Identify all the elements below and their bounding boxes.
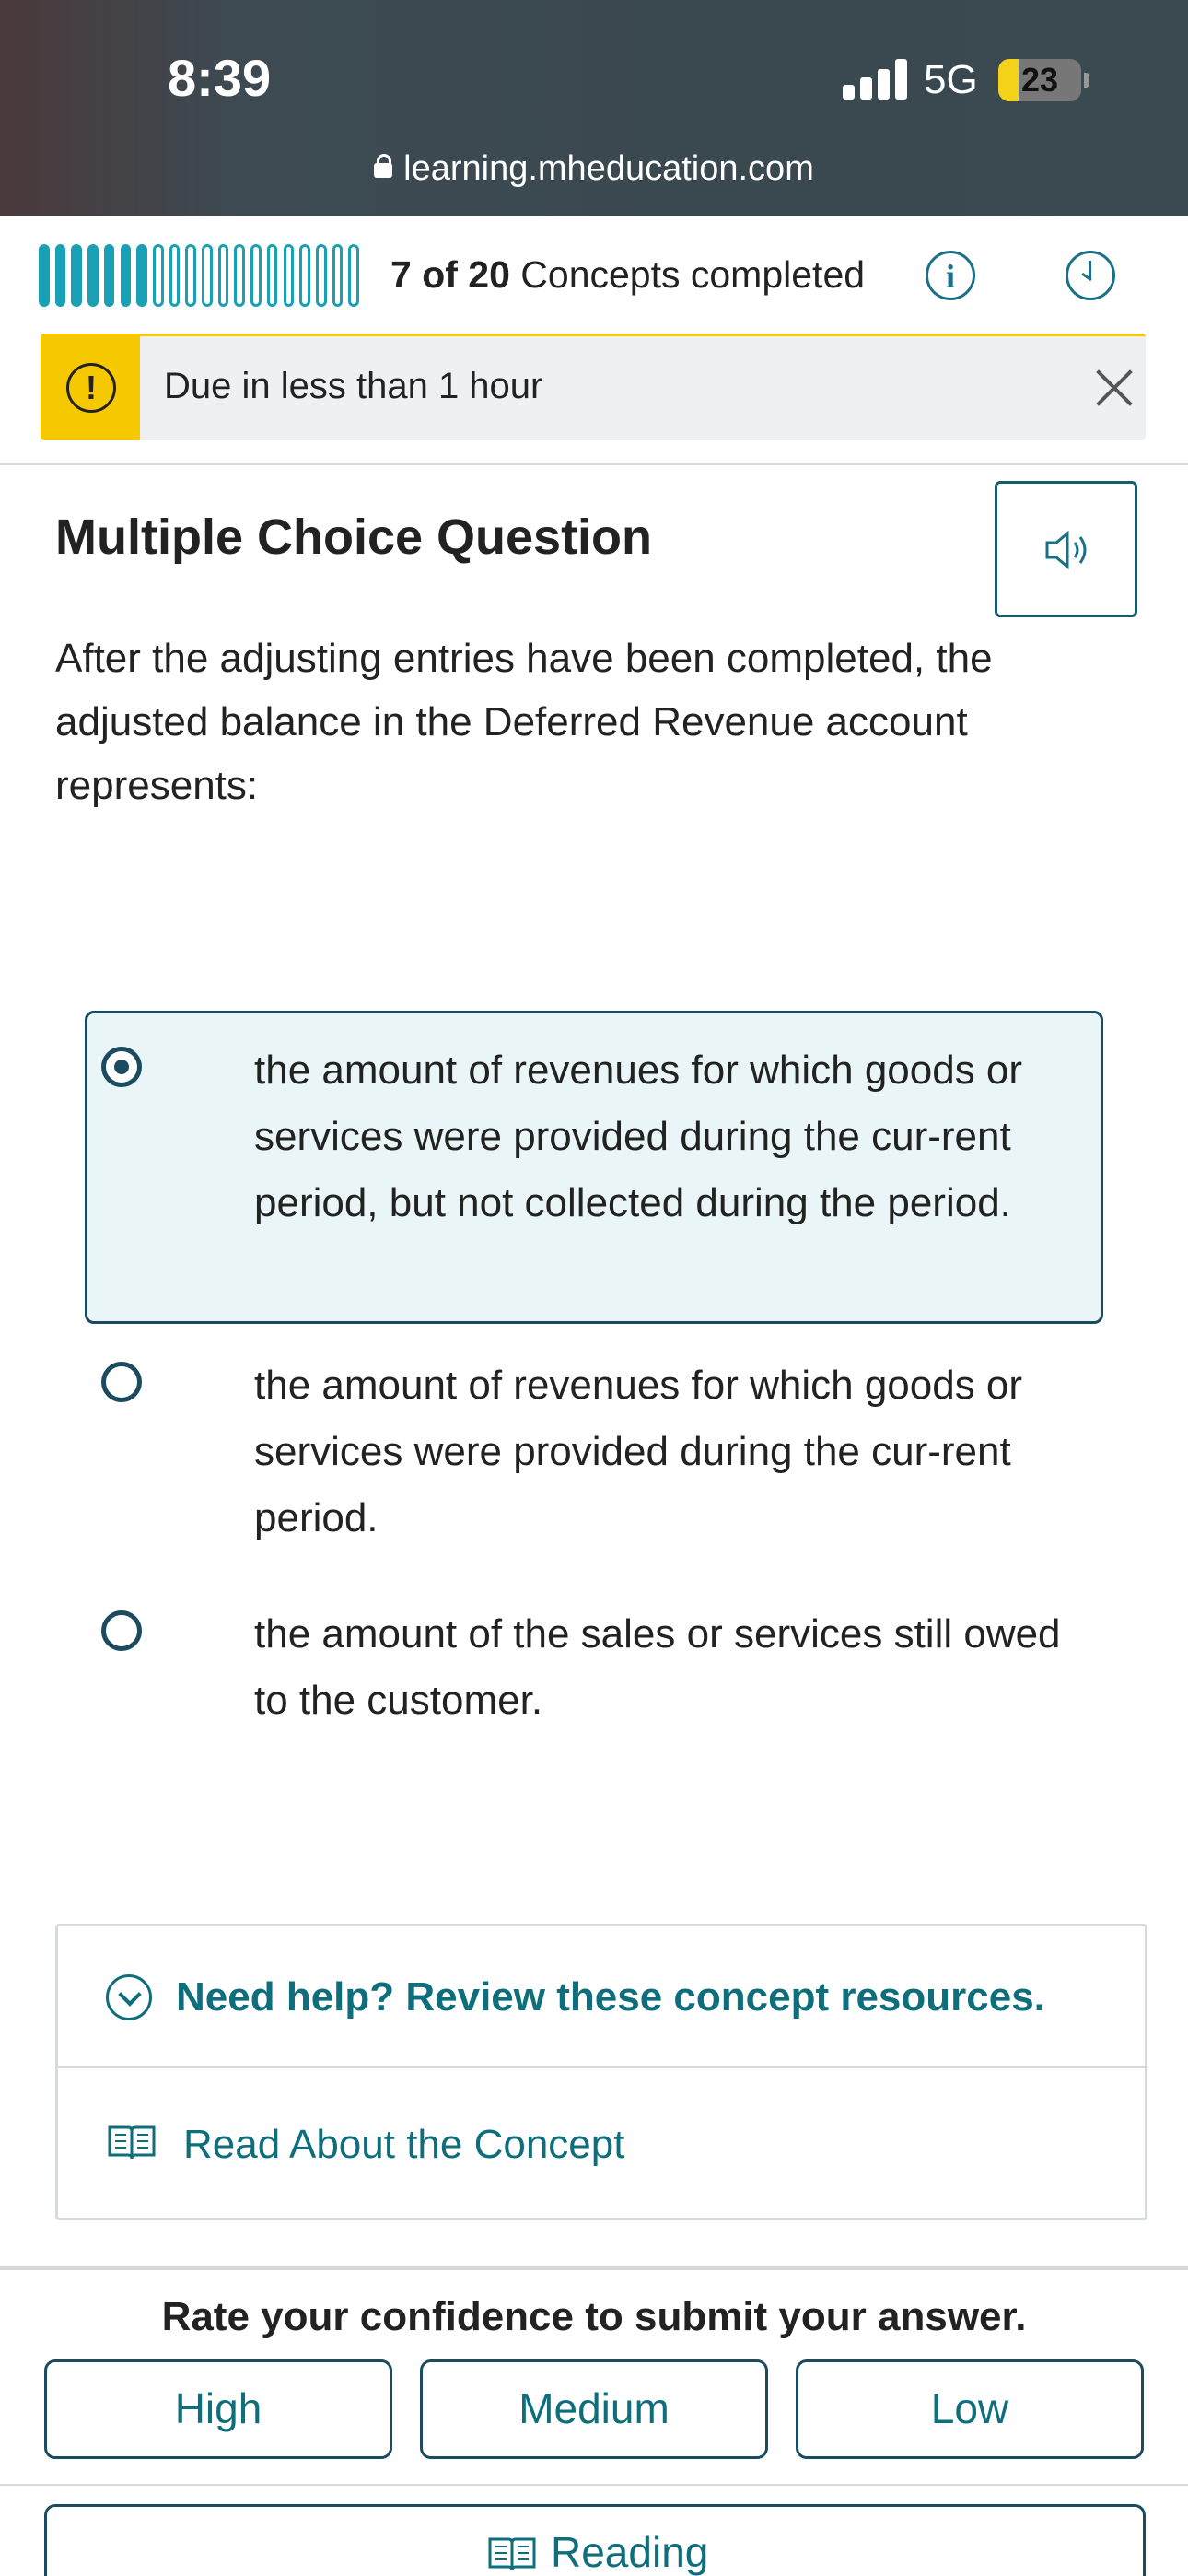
option-2-text: the amount of revenues for which goods or services were provided during the cur-rent period. xyxy=(254,1363,1023,1540)
progress-segment xyxy=(299,244,310,307)
confidence-high-button[interactable]: High xyxy=(44,2359,392,2459)
divider xyxy=(0,463,1188,465)
lock-icon xyxy=(374,163,392,178)
warning-icon: ! xyxy=(66,363,116,413)
progress-segment xyxy=(316,244,327,307)
divider xyxy=(0,2484,1188,2486)
option-1-wrap xyxy=(85,1037,1103,1236)
concepts-completed xyxy=(390,253,865,297)
progress-segment xyxy=(87,244,99,307)
answer-option-2[interactable] xyxy=(85,1352,1103,1551)
concept-progress-bar xyxy=(39,244,365,307)
due-banner xyxy=(41,334,1146,440)
reading-label: Reading xyxy=(551,2528,709,2576)
progress-segment xyxy=(284,244,295,307)
progress-segment xyxy=(136,244,147,307)
progress-segment xyxy=(104,244,115,307)
url-bar[interactable] xyxy=(0,149,1188,189)
concepts-label: Concepts completed xyxy=(509,253,866,296)
battery-tip xyxy=(1084,73,1089,88)
progress-segment xyxy=(39,244,50,307)
progress-segment xyxy=(71,244,82,307)
answer-option-3[interactable] xyxy=(85,1601,1103,1734)
progress-segment xyxy=(169,244,181,307)
book-icon xyxy=(488,2535,536,2572)
progress-segment xyxy=(348,244,359,307)
chevron-down-icon xyxy=(106,1974,152,2020)
progress-segment xyxy=(332,244,344,307)
due-text: Due in less than 1 hour xyxy=(164,366,543,406)
option-1-text: the amount of revenues for which goods or services were provided during the cur-rent period, but not collected during the period. xyxy=(254,1048,1023,1225)
progress-segment xyxy=(218,244,229,307)
confidence-medium-button[interactable]: Medium xyxy=(420,2359,768,2459)
progress-segment xyxy=(121,244,132,307)
progress-segment xyxy=(267,244,278,307)
read-concept-link[interactable]: Read About the Concept xyxy=(183,2122,625,2167)
progress-segment xyxy=(234,244,245,307)
signal-icon xyxy=(843,59,909,100)
network-type: 5G xyxy=(924,57,978,102)
info-icon[interactable]: i xyxy=(926,251,975,300)
help-heading: Need help? Review these concept resources. xyxy=(176,1974,1045,2020)
status-bar xyxy=(0,0,1188,216)
url-text: learning.mheducation.com xyxy=(403,149,814,188)
progress-segment xyxy=(250,244,262,307)
help-resources xyxy=(55,1924,1147,2220)
close-icon[interactable] xyxy=(1090,364,1138,412)
progress-segment xyxy=(55,244,66,307)
clock-time: 8:39 xyxy=(168,49,272,107)
timer-icon[interactable] xyxy=(1066,251,1115,300)
read-aloud-button[interactable] xyxy=(995,481,1137,617)
question-heading: Multiple Choice Question xyxy=(55,509,653,565)
confidence-prompt: Rate your confidence to submit your answer. xyxy=(161,2294,1027,2339)
concepts-count: 7 of 20 xyxy=(390,253,510,296)
confidence-low-button[interactable]: Low xyxy=(796,2359,1144,2459)
battery-level: 23 xyxy=(1020,61,1059,99)
warning-box xyxy=(41,336,140,440)
battery-icon xyxy=(998,59,1081,101)
option-3-text: the amount of the sales or services still owed to the customer. xyxy=(254,1611,1061,1723)
progress-segment xyxy=(202,244,213,307)
progress-segment xyxy=(185,244,196,307)
speaker-icon xyxy=(1042,524,1093,576)
help-toggle[interactable] xyxy=(58,1926,1145,2068)
progress-segment xyxy=(153,244,164,307)
divider xyxy=(0,2266,1188,2270)
book-icon xyxy=(108,2124,156,2160)
question-text: After the adjusting entries have been completed, the adjusted balance in the Deferred Revenue account represents: xyxy=(55,636,993,808)
